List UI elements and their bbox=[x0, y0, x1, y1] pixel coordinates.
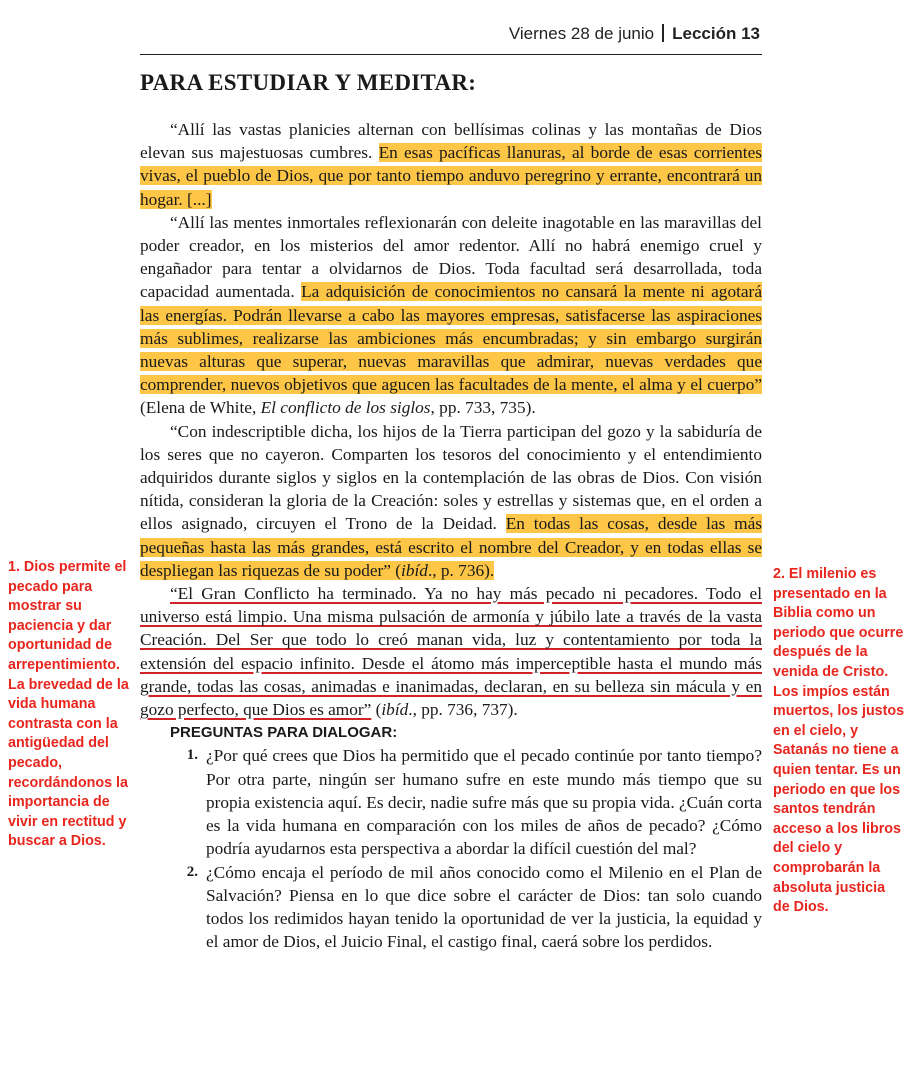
paragraph-2-citation-prefix: (Elena de White, bbox=[140, 398, 261, 418]
question-number: 2. bbox=[186, 863, 198, 880]
paragraph-2-text: “Allí las mentes inmortales reflexionarán con deleite inagotable en las maravillas del poder creador, en los misterios del amor redentor. Allí no habrá enemigo cruel y engañador para tentar a olvidarnos de Dios. Toda facultad será desarrollada, toda capacidad aumentada. bbox=[140, 212, 762, 302]
paragraph-1 bbox=[140, 118, 762, 211]
questions-title: PREGUNTAS PARA DIALOGAR: bbox=[170, 724, 398, 742]
question-text: ¿Cómo encaja el período de mil años conocido como el Milenio en el Plan de Salvación? Piensa en lo que dice sobre el carácter de Dios: tan solo cuando todos los redimidos hayan tenido la oportunidad de ver la justicia, la equidad y el amor de Dios, el Juicio Final, el castigo final, caerá sobre los perdidos. bbox=[206, 862, 762, 952]
paragraph-4-ibid: ibíd bbox=[381, 700, 409, 720]
paragraph-2-citation-work: El conflicto de los siglos bbox=[260, 398, 431, 418]
paragraph-1-text: “Allí las vastas planicies alternan con bellísimas colinas y las montañas de Dios elevan sus majestuosas cumbres. bbox=[140, 120, 762, 163]
section-title: PARA ESTUDIAR Y MEDITAR: bbox=[140, 70, 477, 95]
annotation-right: 2. El milenio es presentado en la Biblia como un periodo que ocurre después de la venida de Cristo. Los impíos están muertos, los justos en el cielo, y Satanás no tiene a quien tentar. Es un periodo en que los santos tendrán acceso a los libros del cielo y comprobarán la absoluta justicia de Dios. bbox=[773, 566, 905, 916]
paragraph-3-highlight-end: ., p. 736). bbox=[427, 560, 495, 580]
paragraph-2-highlight: La adquisición de conocimientos no cansará la mente ni agotará las energías. Podrán llevarse a cabo las mayores empresas, satisfacerse las aspiraciones más sublimes, realizarse las ambiciones más encumbradas; y sin embargo surgirán nuevas alturas que superar, nuevas maravillas que admirar, nuevas verdades que comprender, nuevos objetivos que agucen las facultades de la mente, el alma y el cuerpo” bbox=[140, 282, 762, 395]
paragraph-3 bbox=[140, 420, 762, 582]
paragraph-2 bbox=[140, 211, 762, 420]
study-text bbox=[140, 118, 762, 953]
paragraph-3-text: “Con indescriptible dicha, los hijos de la Tierra participan del gozo y la sabiduría de los seres que no cayeron. Comparten los tesoros del conocimiento y el entendimiento adquiridos durante siglos y siglos en la contemplación de las obras de Dios. Con visión nítida, consideran la gloria de la Creación: soles y estrellas y sistemas que, en el orden a ellos asignado, circuyen el Trono de la Deidad. bbox=[140, 421, 762, 534]
question-item bbox=[140, 861, 762, 954]
paragraph-4 bbox=[140, 582, 762, 721]
paragraph-2-citation-suffix: , pp. 733, 735). bbox=[430, 398, 536, 418]
paragraph-4-citation-end: ., pp. 736, 737). bbox=[408, 700, 518, 720]
paragraph-3-highlight-main: En todas las cosas, desde las más pequeñas hasta las más grandes, está escrito el nombre del Creador, y en todas ellas se despliegan las riquezas de su poder” ( bbox=[140, 514, 762, 580]
question-text: ¿Por qué crees que Dios ha permitido que el pecado continúe por tanto tiempo? Por otra parte, ningún ser humano sufre en este mundo más tiempo que su propia existencia aquí. Es decir, nadie sufre más que su propia vida. ¿Cuán corta es la vida humana en comparación con los miles de años de pecado? ¿Cómo podría ayudarnos esta perspectiva a abordar la difícil cuestión del mal? bbox=[206, 746, 762, 859]
annotation-left: 1. Dios permite el pecado para mostrar su paciencia y dar oportunidad de arrepentimiento. La brevedad de la vida humana contrasta con la antigüedad del pecado, recordándonos la importancia de vivir en rectitud y buscar a Dios. bbox=[8, 559, 129, 850]
question-item bbox=[140, 744, 762, 860]
header-date: Viernes 28 de junio bbox=[508, 24, 655, 43]
header-separator bbox=[662, 24, 664, 42]
header-rule bbox=[140, 54, 762, 55]
page-header bbox=[509, 24, 760, 44]
header-lesson: Lección 13 bbox=[672, 24, 760, 43]
paragraph-1-highlight: En esas pacíficas llanuras, al borde de esas corrientes vivas, el pueblo de Dios, que por tanto tiempo anduvo peregrino y errante, encontrará un hogar. [...] bbox=[140, 143, 763, 209]
question-number: 1. bbox=[186, 747, 198, 764]
paragraph-3-ibid: ibíd bbox=[401, 560, 428, 580]
paragraph-4-citation-open: ( bbox=[371, 700, 382, 720]
paragraph-4-underlined: “El Gran Conflicto ha terminado. Ya no hay más pecado ni pecadores. Todo el universo está limpio. Una misma pulsación de armonía y júbilo late a través de la vasta Creación. Del Ser que todo lo creó manan vida, luz y contentamiento por toda la extensión del espacio infinito. Desde el átomo más imperceptible hasta el mundo más grande, todas las cosas, animadas e inanimadas, declaran, en su belleza sin mácula y en gozo perfecto, que Dios es amor” bbox=[140, 584, 762, 720]
